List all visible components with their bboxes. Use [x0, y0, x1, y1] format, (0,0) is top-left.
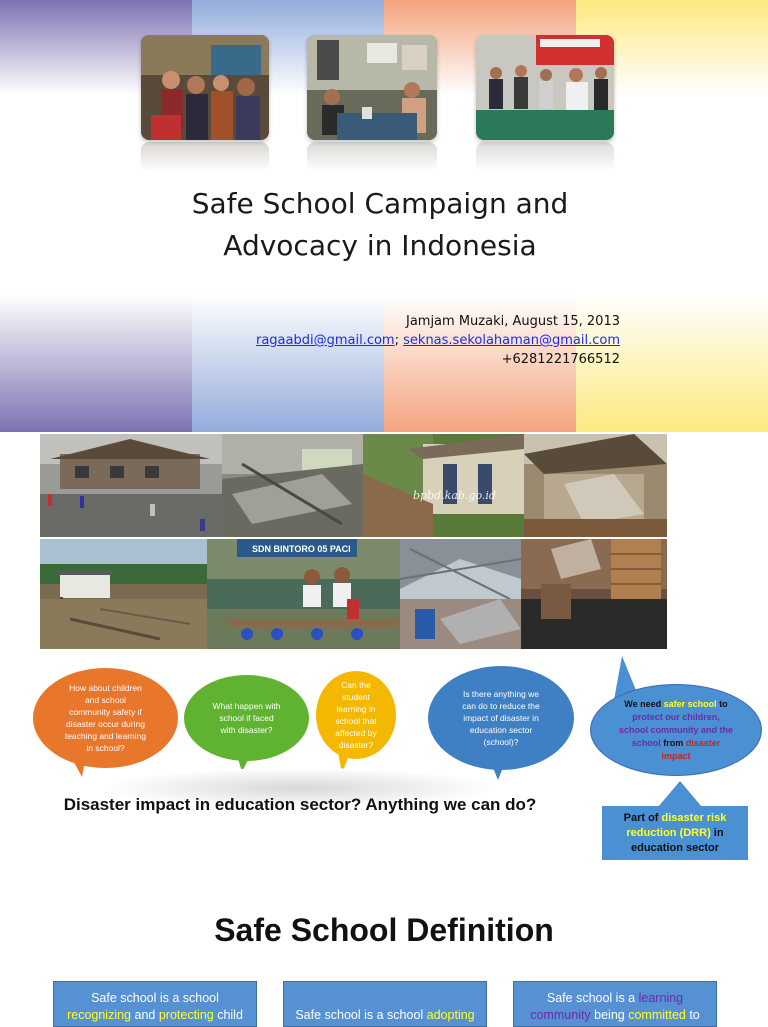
bubble-tail: [490, 760, 506, 780]
title-slide: [0, 0, 768, 432]
title-line-1: Safe School Campaign and: [191, 187, 569, 220]
wrecked-building-photo: [524, 434, 667, 537]
collapsed-classroom-photo: [222, 434, 363, 537]
answer-highlight-safer-school: safer school: [663, 698, 717, 709]
definition-2-text: Safe school is a school: [295, 1008, 427, 1022]
highlight-community: community: [530, 1008, 591, 1022]
definition-3-text-being: being: [590, 1008, 629, 1022]
presentation-title: [100, 183, 660, 267]
highlight-protecting: protecting: [158, 1008, 214, 1022]
bubble-tail: [70, 755, 86, 777]
definition-box-2: [283, 981, 487, 1027]
definition-3-text-to: to: [685, 1008, 700, 1022]
answer-bubble: [590, 684, 762, 776]
definition-box-3: [513, 981, 717, 1027]
answer-text-b: to: [716, 698, 728, 709]
answer-text-c: from: [660, 737, 686, 748]
campaign-photo-signing: [476, 35, 614, 140]
photo-reflection: [141, 142, 269, 172]
highlight-recognizing: recognizing: [67, 1008, 132, 1022]
main-question: Disaster impact in education sector? Anything we can do?: [63, 795, 537, 814]
email-link-2[interactable]: seknas.sekolahaman@gmail.com: [403, 333, 620, 348]
definition-1-text-child: child: [213, 1008, 243, 1022]
contact-emails: [256, 331, 620, 350]
flood-debris-photo: [40, 539, 207, 649]
drr-highlight: disaster risk reduction (DRR): [626, 811, 727, 839]
answer-highlight-protect: protect our children, school community and the school: [618, 711, 733, 748]
flooded-classroom-photo: [521, 539, 667, 649]
definition-1-text-and: and: [131, 1008, 159, 1022]
highlight-adopting: adopting: [426, 1008, 475, 1022]
drr-text-b: in education sector: [630, 826, 724, 854]
definition-3-text: Safe school is a: [546, 991, 639, 1005]
damaged-school-ash-photo: [40, 434, 222, 537]
campaign-photo-office: [307, 35, 437, 140]
definition-3-line-1: [514, 990, 716, 1007]
question-bubble-safety: [33, 668, 178, 768]
bubble-text: Can the student learning in school that affected by disaster?: [335, 680, 377, 750]
email-separator: ;: [394, 333, 399, 348]
answer-text-a: We need: [624, 698, 664, 709]
title-line-2: Advocacy in Indonesia: [223, 229, 537, 262]
photo-reflection: [476, 142, 614, 172]
question-bubble-reduce: [428, 666, 574, 770]
bubble-text: What happen with school if faced with disaster?: [212, 701, 281, 735]
drr-box: [602, 806, 748, 860]
bubble-text: Is there anything we can do to reduce the impact of disaster in education sector (school)?: [462, 689, 540, 747]
photo-watermark: bpbd.kab.go.id: [413, 489, 496, 502]
landslide-school-photo: [363, 434, 524, 537]
definition-3-line-2: [514, 1007, 716, 1024]
highlight-committed: committed: [628, 1008, 686, 1022]
question-bubble-learning: [316, 671, 396, 759]
definition-2-line-1: [284, 1007, 486, 1024]
definition-1-line-2: [54, 1007, 256, 1024]
flooded-students-photo: [207, 539, 400, 649]
definition-1-line-1: Safe school is a school: [91, 991, 219, 1005]
author-block: [256, 312, 620, 369]
definition-title: Safe School Definition: [214, 912, 554, 948]
email-link-1[interactable]: ragaabdi@gmail.com: [255, 333, 395, 348]
up-arrow-icon: [658, 781, 702, 807]
author-name-date: Jamjam Muzaki, August 15, 2013: [405, 314, 620, 329]
bubble-text: How about children and school community safety if disaster occur during teaching and learning in school?: [64, 683, 147, 753]
highlight-learning: learning: [638, 991, 684, 1005]
photo-reflection: [307, 142, 437, 172]
phone-number: +6281221766512: [501, 352, 620, 367]
school-sign-text: SDN BINTORO 05 PACI: [252, 544, 351, 554]
campaign-photo-crowd: [141, 35, 269, 140]
answer-highlight-disaster: disaster impact: [661, 737, 721, 761]
collapsed-roof-photo: [400, 539, 521, 649]
definition-box-1: [53, 981, 257, 1027]
drr-text-a: Part of: [623, 811, 662, 824]
question-bubble-school: [184, 675, 309, 761]
